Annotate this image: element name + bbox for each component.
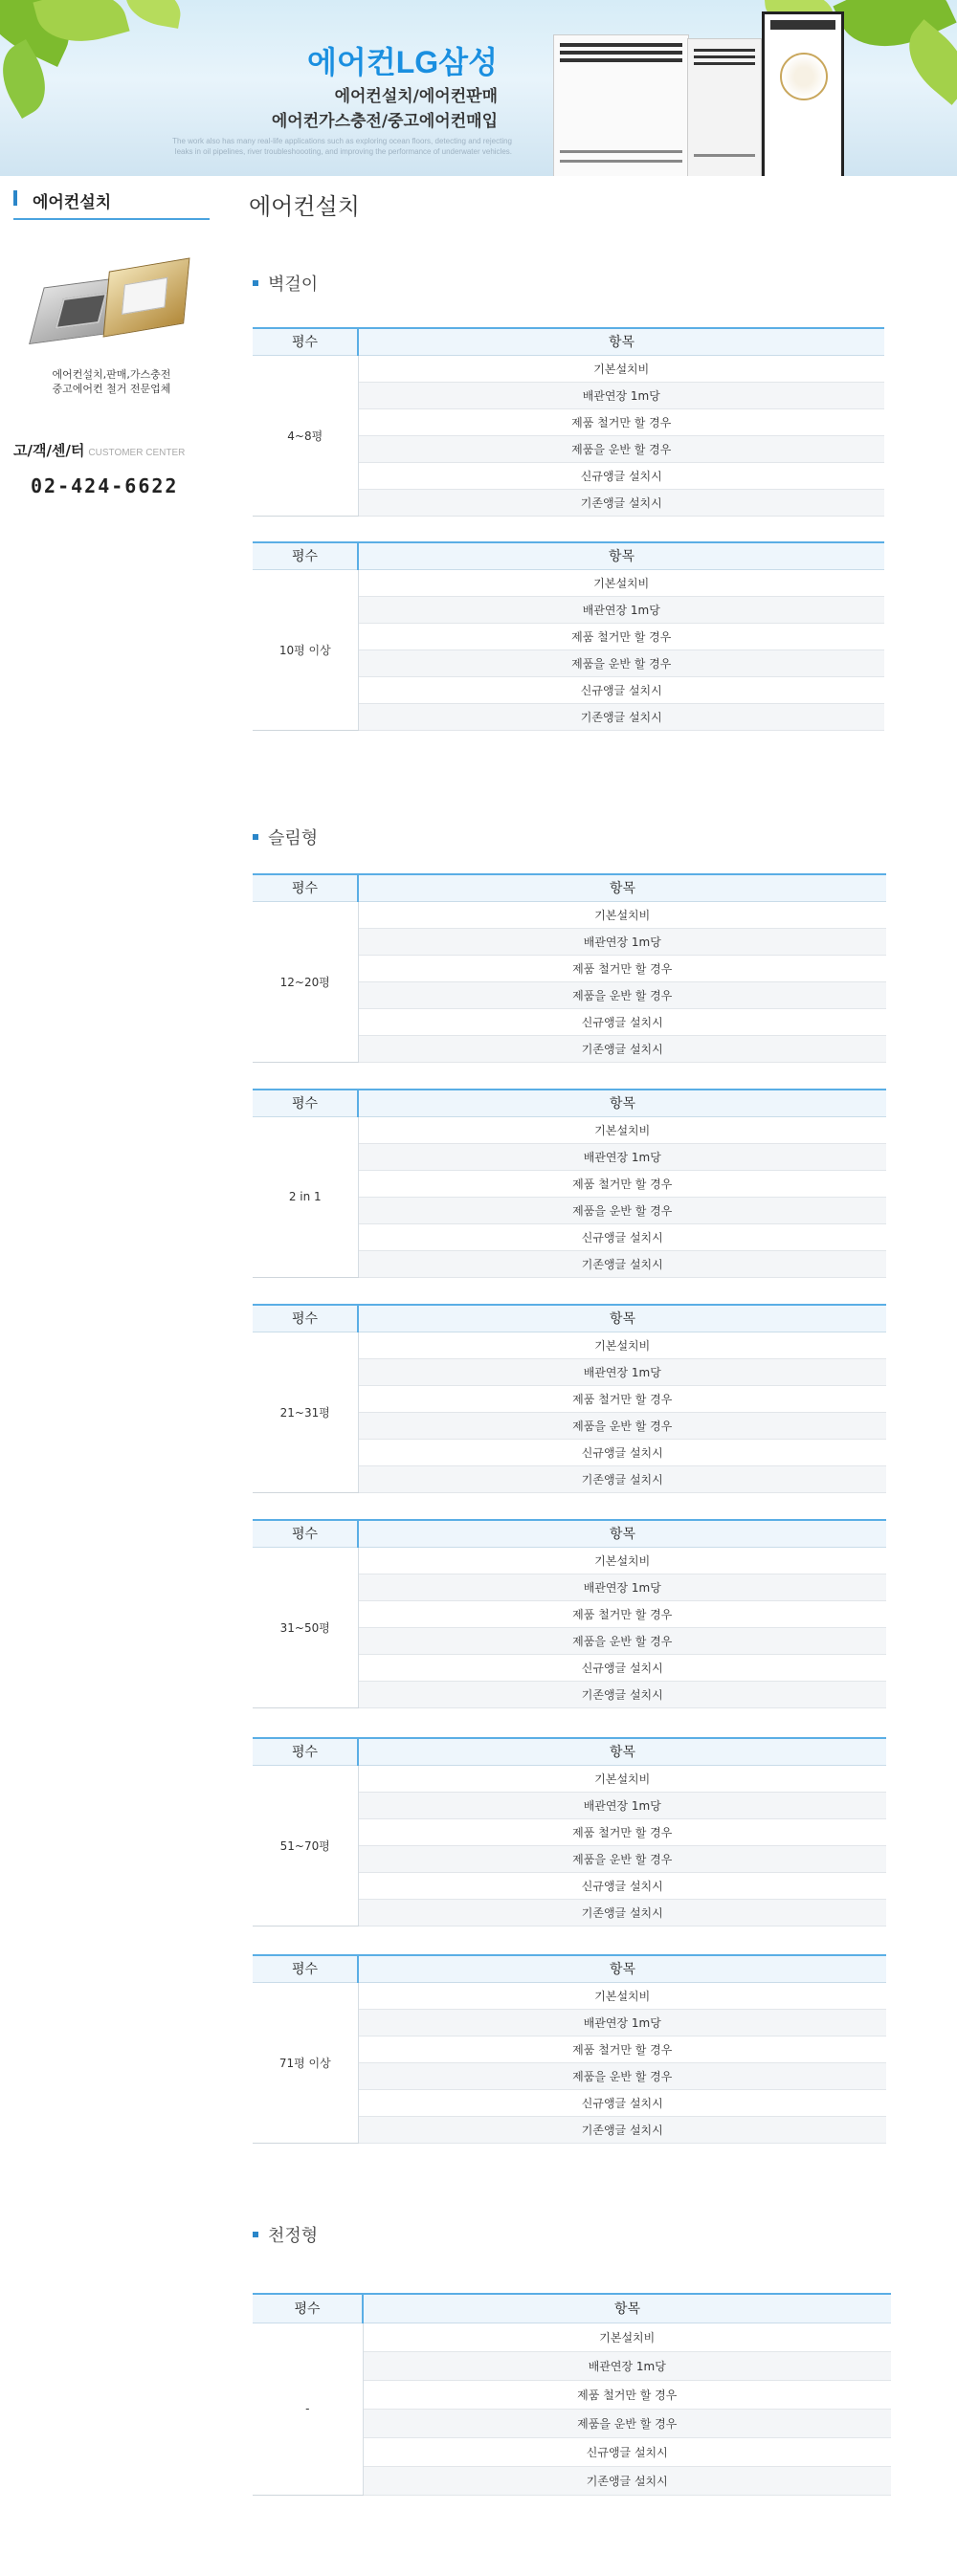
item-cell: 제품을 운반 할 경우 <box>358 650 884 676</box>
item-cell: 기존앵글 설치시 <box>358 2116 886 2143</box>
price-table <box>253 1304 886 1493</box>
item-cell: 기존앵글 설치시 <box>358 1035 886 1062</box>
banner-small-text: The work also has many real-life applications such as exploring ocean floors, detecting and rejecting leaks in oil pipelines, river troubleshoooting, and improving the performance of underwater vehicles. <box>172 137 512 156</box>
column-header-item: 항목 <box>358 542 884 569</box>
sidebar-caption <box>13 367 210 396</box>
section-title <box>253 2222 318 2247</box>
product-image <box>25 243 207 367</box>
phone-number[interactable]: 02-424-6622 <box>31 474 179 497</box>
customer-center-en: CUSTOMER CENTER <box>88 448 186 458</box>
item-cell: 신규앵글 설치시 <box>358 462 884 489</box>
pyeong-cell: 31~50평 <box>253 1547 358 1707</box>
item-cell: 제품 철거만 할 경우 <box>358 2036 886 2062</box>
ceiling-ac-image <box>553 34 689 176</box>
item-cell: 기존앵글 설치시 <box>358 1681 886 1707</box>
item-cell: 기본설치비 <box>358 1982 886 2009</box>
column-header-item: 항목 <box>358 1738 886 1765</box>
item-cell: 신규앵글 설치시 <box>363 2437 891 2466</box>
item-cell: 기본설치비 <box>358 1765 886 1792</box>
item-cell: 제품 철거만 할 경우 <box>358 1818 886 1845</box>
item-cell: 제품 철거만 할 경우 <box>358 955 886 981</box>
item-cell: 기본설치비 <box>358 355 884 382</box>
item-cell: 배관연장 1m당 <box>358 596 884 623</box>
column-header-item: 항목 <box>363 2294 891 2323</box>
banner-subtitle-2: 에어컨가스충전/중고에어컨매입 <box>271 112 498 131</box>
item-cell: 기존앵글 설치시 <box>358 489 884 516</box>
item-cell: 배관연장 1m당 <box>358 1574 886 1600</box>
column-header-item: 항목 <box>358 874 886 901</box>
table-row <box>253 1547 886 1574</box>
price-table <box>253 1089 886 1278</box>
caption-line-1: 에어컨설치,판매,가스충전 <box>52 368 171 381</box>
item-cell: 배관연장 1m당 <box>358 1358 886 1385</box>
item-cell: 제품을 운반 할 경우 <box>358 435 884 462</box>
column-header-pyeong: 평수 <box>253 2294 363 2323</box>
item-cell: 기본설치비 <box>358 569 884 596</box>
item-cell: 기본설치비 <box>363 2323 891 2351</box>
item-cell: 제품을 운반 할 경우 <box>358 1412 886 1439</box>
section-title-text: 슬림형 <box>268 828 319 848</box>
pyeong-cell: 21~31평 <box>253 1332 358 1492</box>
site-title[interactable]: 에어컨LG삼성 <box>307 45 498 79</box>
stand-ac-image <box>687 38 762 176</box>
column-header-item: 항목 <box>358 328 884 355</box>
item-cell: 배관연장 1m당 <box>358 382 884 408</box>
table-row <box>253 1332 886 1358</box>
item-cell: 배관연장 1m당 <box>358 2009 886 2036</box>
column-header-pyeong: 평수 <box>253 1738 358 1765</box>
item-cell: 기본설치비 <box>358 1547 886 1574</box>
item-cell: 기본설치비 <box>358 1332 886 1358</box>
price-table <box>253 2293 891 2496</box>
sidebar <box>13 176 210 497</box>
pyeong-cell: 10평 이상 <box>253 569 358 730</box>
item-cell: 신규앵글 설치시 <box>358 1223 886 1250</box>
bullet-icon <box>253 834 258 840</box>
pyeong-cell: 4~8평 <box>253 355 358 516</box>
pyeong-cell: 51~70평 <box>253 1765 358 1926</box>
caption-line-2: 중고에어컨 철거 전문업체 <box>52 383 171 395</box>
price-table <box>253 1519 886 1708</box>
price-table <box>253 327 884 517</box>
item-cell: 제품 철거만 할 경우 <box>358 1385 886 1412</box>
pyeong-cell: 71평 이상 <box>253 1982 358 2143</box>
pyeong-cell: 2 in 1 <box>253 1116 358 1277</box>
banner-subtitle-1: 에어컨설치/에어컨판매 <box>334 87 498 106</box>
bullet-icon <box>253 280 258 286</box>
ceiling-cassette-gold-image <box>103 257 190 337</box>
column-header-item: 항목 <box>358 1305 886 1332</box>
column-header-pyeong: 평수 <box>253 1305 358 1332</box>
price-table <box>253 1737 886 1926</box>
table-row <box>253 355 884 382</box>
price-table <box>253 1954 886 2144</box>
item-cell: 제품을 운반 할 경우 <box>358 981 886 1008</box>
column-header-pyeong: 평수 <box>253 874 358 901</box>
premium-stand-ac-image <box>762 11 844 176</box>
item-cell: 제품 철거만 할 경우 <box>358 1600 886 1627</box>
item-cell: 신규앵글 설치시 <box>358 1654 886 1681</box>
item-cell: 배관연장 1m당 <box>358 928 886 955</box>
section-title <box>253 271 318 296</box>
customer-center-ko: 고/객/센/터 <box>13 442 85 459</box>
column-header-pyeong: 평수 <box>253 542 358 569</box>
table-row <box>253 1116 886 1143</box>
column-header-pyeong: 평수 <box>253 328 358 355</box>
table-row <box>253 901 886 928</box>
pyeong-cell: - <box>253 2323 363 2495</box>
item-cell: 신규앵글 설치시 <box>358 1439 886 1465</box>
price-table <box>253 541 884 731</box>
table-row <box>253 1765 886 1792</box>
item-cell: 제품 철거만 할 경우 <box>363 2380 891 2409</box>
item-cell: 제품 철거만 할 경우 <box>358 1170 886 1197</box>
pyeong-cell: 12~20평 <box>253 901 358 1062</box>
item-cell: 기존앵글 설치시 <box>358 703 884 730</box>
item-cell: 제품을 운반 할 경우 <box>363 2409 891 2437</box>
column-header-pyeong: 평수 <box>253 1090 358 1116</box>
sidebar-title-text[interactable]: 에어컨설치 <box>33 193 112 212</box>
item-cell: 제품을 운반 할 경우 <box>358 1197 886 1223</box>
item-cell: 신규앵글 설치시 <box>358 2089 886 2116</box>
item-cell: 신규앵글 설치시 <box>358 1872 886 1899</box>
item-cell: 기본설치비 <box>358 901 886 928</box>
item-cell: 기존앵글 설치시 <box>358 1250 886 1277</box>
table-row <box>253 2323 891 2351</box>
price-table <box>253 873 886 1063</box>
column-header-item: 항목 <box>358 1520 886 1547</box>
leaf-decoration <box>122 0 185 29</box>
title-bar-icon <box>13 190 17 206</box>
item-cell: 기본설치비 <box>358 1116 886 1143</box>
header-banner <box>0 0 957 176</box>
item-cell: 제품을 운반 할 경우 <box>358 1845 886 1872</box>
item-cell: 배관연장 1m당 <box>363 2351 891 2380</box>
item-cell: 제품 철거만 할 경우 <box>358 623 884 650</box>
item-cell: 배관연장 1m당 <box>358 1792 886 1818</box>
item-cell: 기존앵글 설치시 <box>358 1899 886 1926</box>
column-header-item: 항목 <box>358 1090 886 1116</box>
column-header-pyeong: 평수 <box>253 1520 358 1547</box>
sidebar-title <box>13 176 210 220</box>
section-title-text: 벽걸이 <box>268 275 319 295</box>
item-cell: 기존앵글 설치시 <box>363 2466 891 2495</box>
item-cell: 배관연장 1m당 <box>358 1143 886 1170</box>
bullet-icon <box>253 2232 258 2237</box>
item-cell: 신규앵글 설치시 <box>358 676 884 703</box>
item-cell: 제품을 운반 할 경우 <box>358 2062 886 2089</box>
page-title: 에어컨설치 <box>249 193 360 220</box>
column-header-item: 항목 <box>358 1955 886 1982</box>
section-title-text: 천정형 <box>268 2226 319 2246</box>
item-cell: 제품을 운반 할 경우 <box>358 1627 886 1654</box>
section-title <box>253 825 318 849</box>
customer-center-label <box>13 440 185 460</box>
item-cell: 기존앵글 설치시 <box>358 1465 886 1492</box>
column-header-pyeong: 평수 <box>253 1955 358 1982</box>
item-cell: 제품 철거만 할 경우 <box>358 408 884 435</box>
table-row <box>253 1982 886 2009</box>
table-row <box>253 569 884 596</box>
item-cell: 신규앵글 설치시 <box>358 1008 886 1035</box>
